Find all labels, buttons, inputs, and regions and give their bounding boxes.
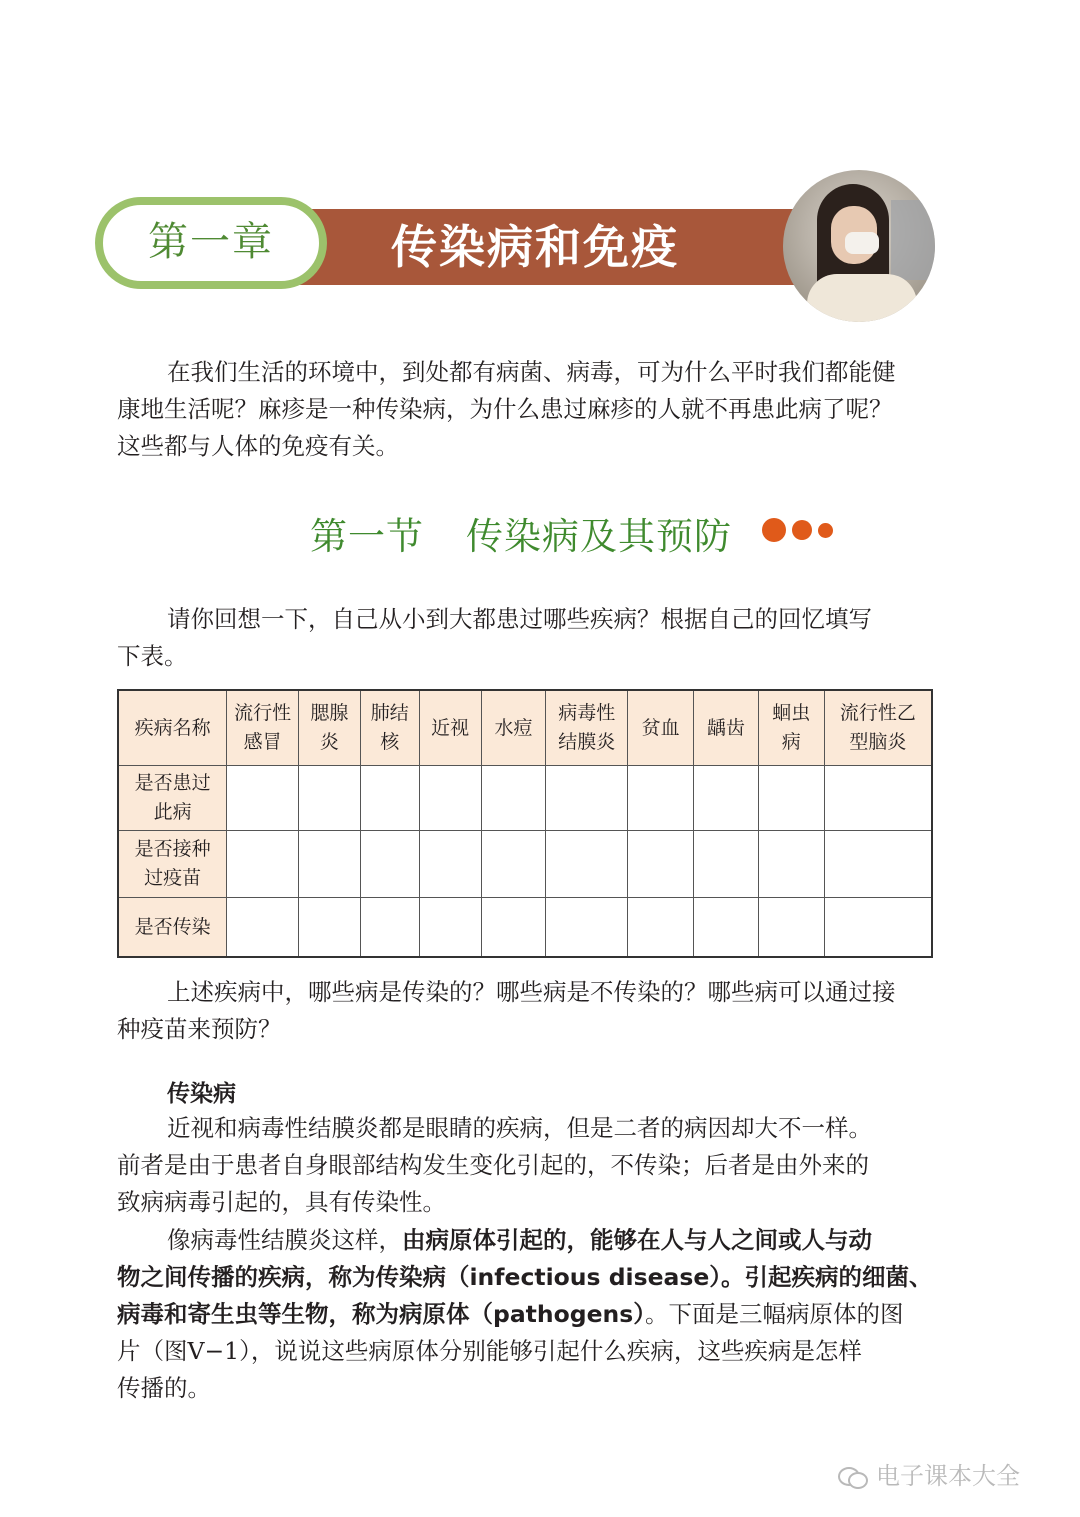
table-cell[interactable]: [299, 766, 361, 831]
table-cell[interactable]: [360, 766, 419, 831]
table-cell[interactable]: [419, 831, 481, 898]
watermark: [838, 1456, 1020, 1491]
table-cell[interactable]: [481, 766, 546, 831]
column-header: 腮腺 炎: [299, 690, 361, 766]
table-cell[interactable]: [299, 898, 361, 958]
table-cell[interactable]: [628, 766, 694, 831]
column-header: 肺结 核: [360, 690, 419, 766]
table-cell[interactable]: [546, 898, 628, 958]
table-cell[interactable]: [546, 831, 628, 898]
table-cell[interactable]: [694, 831, 759, 898]
column-header: 贫血: [628, 690, 694, 766]
disease-survey-table: [117, 689, 933, 958]
column-header: 流行性乙 型脑炎: [824, 690, 932, 766]
table-cell[interactable]: [824, 766, 932, 831]
table-row: [118, 831, 932, 898]
section-number: 第一节: [310, 515, 424, 558]
table-cell[interactable]: [227, 766, 299, 831]
body-paragraph-2: 像病毒性结膜炎这样，由病原体引起的，能够在人与人之间或人与动 物之间传播的疾病，称为传染病（infectious disease）。引起疾病的细菌、 病毒和寄生虫等生物，称为病原体（pathogens）。下面是三幅病原体的图 片（图V−1），说说这些病原体分别能够引起什么疾病，这些疾病是怎样 传播的。: [117, 1226, 933, 1402]
column-header: 水痘: [481, 690, 546, 766]
wechat-icon: [838, 1465, 870, 1487]
chapter-label-badge: [95, 197, 327, 289]
table-cell[interactable]: [628, 898, 694, 958]
table-cell[interactable]: [758, 831, 824, 898]
table-cell[interactable]: [694, 766, 759, 831]
section-title: [310, 506, 732, 560]
table-cell[interactable]: [227, 831, 299, 898]
chapter-label: 第一章: [148, 219, 274, 265]
table-cell[interactable]: [481, 898, 546, 958]
table-header-row: [118, 690, 932, 766]
table-cell[interactable]: [546, 766, 628, 831]
question-paragraph: 上述疾病中，哪些病是传染的？哪些病是不传染的？哪些病可以通过接 种疫苗来预防？: [117, 978, 896, 1043]
table-cell[interactable]: [227, 898, 299, 958]
table-row: [118, 766, 932, 831]
table-cell[interactable]: [299, 831, 361, 898]
table-cell[interactable]: [481, 831, 546, 898]
column-header: 龋齿: [694, 690, 759, 766]
section-name: 传染病及其预防: [466, 515, 732, 558]
table-cell[interactable]: [419, 766, 481, 831]
chapter-title: 传染病和免疫: [391, 220, 679, 274]
table-cell[interactable]: [758, 766, 824, 831]
table-cell[interactable]: [824, 831, 932, 898]
row-header: 是否患过 此病: [118, 766, 227, 831]
table-cell[interactable]: [758, 898, 824, 958]
activity-paragraph: 请你回想一下，自己从小到大都患过哪些疾病？根据自己的回忆填写 下表。: [117, 605, 872, 670]
table-cell[interactable]: [419, 898, 481, 958]
definition-text: 物之间传播的疾病，称为传染病（infectious disease）。引起疾病的细菌、: [117, 1263, 933, 1291]
column-header: 病毒性 结膜炎: [546, 690, 628, 766]
row-header: 是否传染: [118, 898, 227, 958]
table-cell[interactable]: [824, 898, 932, 958]
definition-text: 病毒和寄生虫等生物，称为病原体（pathogens）: [117, 1300, 646, 1328]
column-header: 近视: [419, 690, 481, 766]
column-header: 流行性 感冒: [227, 690, 299, 766]
table-cell[interactable]: [694, 898, 759, 958]
row-header: 是否接种 过疫苗: [118, 831, 227, 898]
table-row: [118, 898, 932, 958]
chapter-banner: [95, 195, 940, 330]
table-corner-cell: 疾病名称: [118, 690, 227, 766]
column-header: 蛔虫 病: [758, 690, 824, 766]
chapter-photo: [783, 170, 935, 322]
watermark-text: 电子课本大全: [876, 1462, 1020, 1490]
intro-paragraph: 在我们生活的环境中，到处都有病菌、病毒，可为什么平时我们都能健 康地生活呢？麻疹是一种传染病，为什么患过麻疹的人就不再患此病了呢？ 这些都与人体的免疫有关。: [117, 358, 896, 460]
subsection-heading: 传染病: [167, 1081, 236, 1107]
body-paragraph-1: 近视和病毒性结膜炎都是眼睛的疾病，但是二者的病因却大不一样。 前者是由于患者自身眼部结构发生变化引起的，不传染；后者是由外来的 致病病毒引起的，具有传染性。: [117, 1114, 872, 1216]
table-cell[interactable]: [360, 831, 419, 898]
table-cell[interactable]: [360, 898, 419, 958]
definition-text: 由病原体引起的，能够在人与人之间或人与动: [402, 1226, 872, 1254]
table-cell[interactable]: [628, 831, 694, 898]
